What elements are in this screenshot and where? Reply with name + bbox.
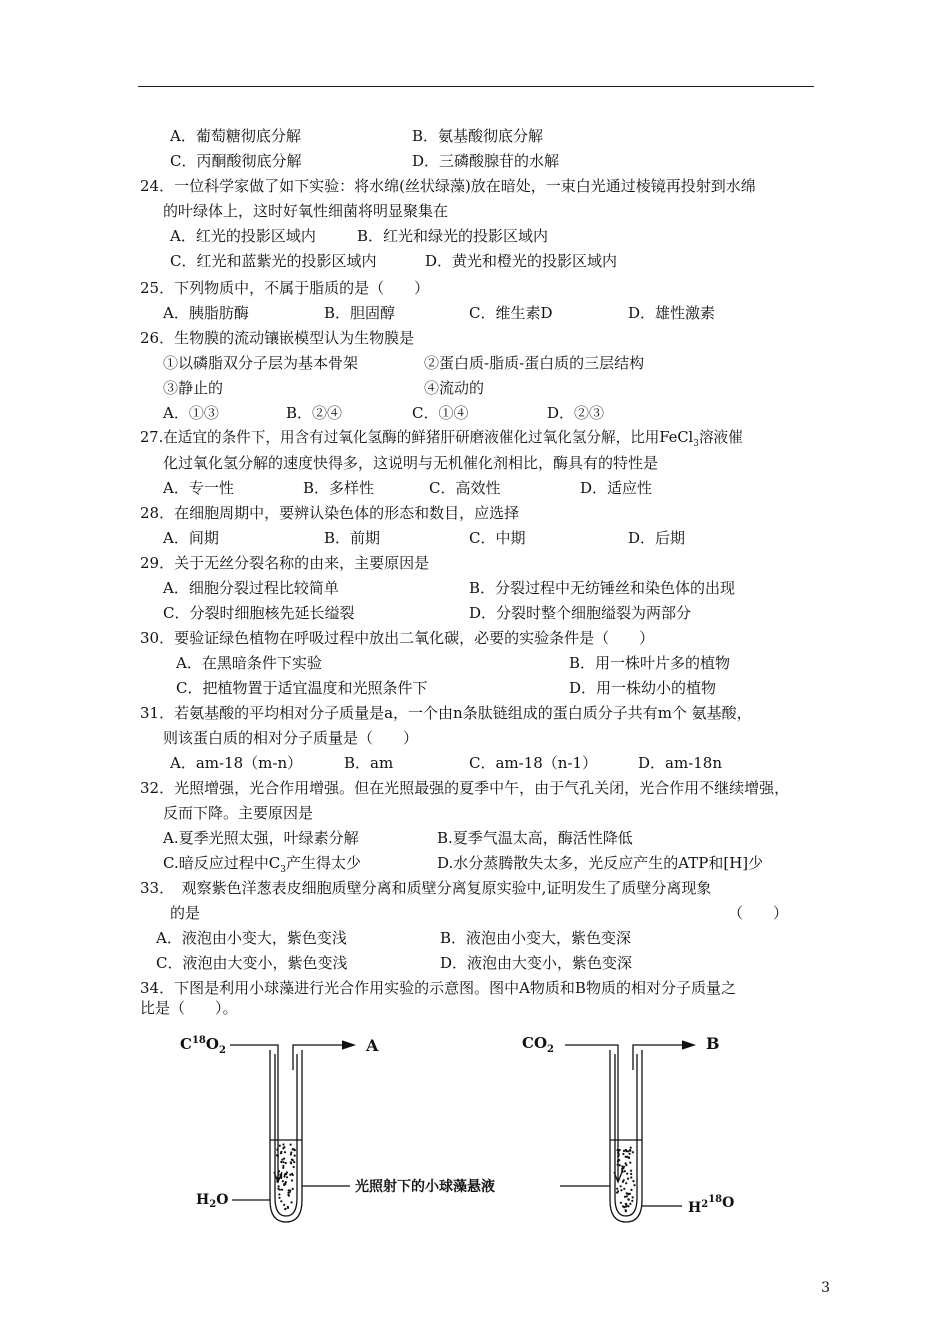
right-test-tube — [565, 1041, 694, 1222]
q30-option-d: D．用一株幼小的植物 — [569, 679, 717, 697]
algae-dot — [278, 1174, 280, 1176]
algae-dot — [285, 1162, 287, 1164]
algae-dot — [626, 1205, 628, 1207]
algae-dot — [294, 1155, 296, 1157]
algae-dot — [617, 1164, 619, 1166]
algae-dot — [629, 1153, 631, 1155]
q33-option-c: C．液泡由大变小，紫色变浅 — [156, 954, 348, 972]
q32-stem-line2: 反而下降。主要原因是 — [163, 804, 314, 822]
algae-dot — [620, 1202, 622, 1204]
q33-stem-line1: 33． 观察紫色洋葱表皮细胞质壁分离和质壁分离复原实验中,证明发生了质壁分离现象 — [140, 879, 712, 897]
algae-dot — [625, 1162, 627, 1164]
q32-stem-line1: 32．光照增强，光合作用增强。但在光照最强的夏季中午，由于气孔关闭，光合作用不继续增强， — [140, 779, 790, 797]
q26-option-d: D．②③ — [547, 404, 605, 422]
algae-dot — [627, 1178, 629, 1180]
algae-dot — [633, 1184, 635, 1186]
algae-dot — [626, 1195, 628, 1197]
algae-dot — [622, 1205, 624, 1207]
algae-dot — [623, 1150, 625, 1152]
algae-dot — [291, 1201, 293, 1203]
algae-dot — [629, 1203, 631, 1205]
algae-dot — [629, 1162, 631, 1164]
algae-dot — [629, 1149, 631, 1151]
q29-option-b: B．分裂过程中无纺锤丝和染色体的出现 — [469, 579, 736, 597]
algae-dot — [630, 1147, 632, 1149]
q34-stem-line1: 34．下图是利用小球藻进行光合作用实验的示意图。图中A物质和B物质的相对分子质量之 — [140, 979, 736, 997]
algae-dot — [292, 1188, 294, 1190]
header-rule — [138, 86, 814, 87]
algae-dot — [292, 1148, 294, 1150]
algae-dot — [290, 1144, 292, 1146]
q28-option-b: B．前期 — [324, 529, 381, 547]
algae-dot — [616, 1149, 618, 1151]
algae-dot — [289, 1174, 291, 1176]
algae-dot — [282, 1165, 284, 1167]
q29-stem: 29．关于无丝分裂名称的由来，主要原因是 — [140, 554, 430, 572]
algae-dot — [621, 1170, 623, 1172]
algae-dot — [626, 1173, 628, 1175]
q31-stem-line2: 则该蛋白质的相对分子质量是（ ） — [163, 729, 419, 747]
q27-option-c: C．高效性 — [429, 479, 501, 497]
algae-dot — [627, 1150, 629, 1152]
algae-dot — [630, 1189, 632, 1191]
algae-dot — [277, 1177, 279, 1179]
q31-option-d: D．am-18n — [638, 754, 723, 772]
algae-dot — [280, 1152, 282, 1154]
algae-dot — [631, 1200, 633, 1202]
algae-dot — [616, 1192, 618, 1194]
algae-dot — [630, 1173, 632, 1175]
q29-option-c: C．分裂时细胞核先延长缢裂 — [163, 604, 355, 622]
q23-option-c: C．丙酮酸彻底分解 — [170, 152, 302, 170]
q24-option-d: D．黄光和橙光的投影区域内 — [425, 252, 618, 270]
q31-option-a: A．am-18（m-n） — [170, 754, 303, 772]
algae-dot — [276, 1149, 278, 1151]
algae-dot — [283, 1204, 285, 1206]
algae-dot — [629, 1193, 631, 1195]
algae-dot — [279, 1189, 281, 1191]
q30-stem: 30．要验证绿色植物在呼吸过程中放出二氧化碳，必要的实验条件是（ ） — [140, 629, 655, 647]
algae-dot — [616, 1188, 618, 1190]
algae-dot — [625, 1210, 627, 1212]
q26-option-b: B．②④ — [286, 404, 343, 422]
q27-option-d: D．适应性 — [580, 479, 653, 497]
algae-dot — [280, 1177, 282, 1179]
algae-dot — [287, 1206, 289, 1208]
algae-dot — [280, 1200, 282, 1202]
algae-dot — [619, 1164, 621, 1166]
q24-option-c: C．红光和蓝紫光的投影区域内 — [170, 252, 377, 270]
q34-stem-line2: 比是（ ）。 — [140, 999, 238, 1017]
q32-option-b: B.夏季气温太高，酶活性降低 — [437, 829, 633, 847]
q28-stem: 28．在细胞周期中，要辨认染色体的形态和数目，应选择 — [140, 504, 520, 522]
algae-dot — [287, 1194, 289, 1196]
algae-dot — [618, 1153, 620, 1155]
q33-option-b: B．液泡由小变大，紫色变深 — [440, 929, 632, 947]
algae-experiment-figure — [170, 1030, 770, 1230]
algae-dot — [278, 1193, 280, 1195]
algae-dot — [280, 1161, 282, 1163]
algae-dot — [618, 1159, 620, 1161]
right-output-label: B — [706, 1034, 720, 1053]
q26-statement-3: ③静止的 — [163, 379, 224, 397]
q27-option-a: A．专一性 — [163, 479, 234, 497]
q30-option-a: A．在黑暗条件下实验 — [176, 654, 322, 672]
algae-dot — [276, 1154, 278, 1156]
algae-dot — [293, 1161, 295, 1163]
algae-dot — [282, 1161, 284, 1163]
algae-dot — [283, 1175, 285, 1177]
q24-stem-line1: 24．一位科学家做了如下实验：将水绵(丝状绿藻)放在暗处，一束白光通过棱镜再投射到水绵 — [140, 177, 756, 195]
q32-option-a: A.夏季光照太强，叶绿素分解 — [163, 829, 359, 847]
right-water-label: $H^{218}O$ — [688, 1194, 735, 1216]
algae-dot — [290, 1151, 292, 1153]
q24-stem-line2: 的叶绿体上，这时好氧性细菌将明显聚集在 — [163, 202, 449, 220]
algae-dot — [290, 1161, 292, 1163]
algae-dot — [621, 1168, 623, 1170]
q28-option-c: C．中期 — [469, 529, 526, 547]
q28-option-a: A．间期 — [163, 529, 219, 547]
algae-dot — [281, 1159, 283, 1161]
q25-option-a: A．胰脂肪酶 — [163, 304, 249, 322]
algae-dot — [292, 1174, 294, 1176]
algae-dot — [625, 1203, 627, 1205]
left-output-label: A — [366, 1036, 379, 1055]
q25-stem: 25．下列物质中，不属于脂质的是（ ） — [140, 279, 430, 297]
algae-dot — [623, 1188, 625, 1190]
center-label: 光照射下的小球藻悬液 — [355, 1179, 495, 1195]
q31-option-c: C．am-18（n-1） — [469, 754, 598, 772]
left-test-tube — [230, 1041, 354, 1222]
q31-stem-line1: 31．若氨基酸的平均相对分子质量是a，一个由n条肽链组成的蛋白质分子共有m个 氨基酸， — [140, 704, 752, 722]
algae-dot — [624, 1196, 626, 1198]
q26-statement-1: ①以磷脂双分子层为基本骨架 — [163, 354, 359, 372]
algae-dot — [279, 1145, 281, 1147]
algae-dot — [632, 1180, 634, 1182]
algae-dot — [282, 1147, 284, 1149]
q33-answer-paren: （ ） — [728, 904, 789, 922]
right-input-label: $CO_2$ — [522, 1034, 554, 1055]
q30-option-c: C．把植物置于适宜温度和光照条件下 — [176, 679, 428, 697]
algae-dot — [284, 1151, 286, 1153]
algae-dot — [627, 1198, 629, 1200]
algae-dot — [294, 1149, 296, 1151]
algae-dot — [626, 1192, 628, 1194]
q29-option-d: D．分裂时整个细胞缢裂为两部分 — [469, 604, 692, 622]
algae-dot — [632, 1196, 634, 1198]
left-input-label: $C^{18}O_2$ — [180, 1035, 226, 1056]
algae-dot — [627, 1156, 629, 1158]
q30-option-b: B．用一株叶片多的植物 — [569, 654, 731, 672]
algae-dot — [290, 1153, 292, 1155]
page-number: 3 — [821, 1280, 830, 1296]
q25-option-c: C．维生素D — [469, 304, 553, 322]
q26-statement-2: ②蛋白质-脂质-蛋白质的三层结构 — [424, 354, 645, 372]
algae-dot — [293, 1166, 295, 1168]
algae-dot — [624, 1170, 626, 1172]
algae-dot — [623, 1179, 625, 1181]
algae-dot — [287, 1192, 289, 1194]
q24-option-a: A．红光的投影区域内 — [170, 227, 316, 245]
algae-dot — [617, 1179, 619, 1181]
left-algae-dots — [276, 1143, 296, 1210]
q26-option-a: A．①③ — [163, 404, 219, 422]
algae-dot — [630, 1176, 632, 1178]
q28-option-d: D．后期 — [628, 529, 686, 547]
algae-dot — [284, 1174, 286, 1176]
q33-stem-line2: 的是 — [170, 904, 201, 922]
q27-stem-line2: 化过氧化氢分解的速度快得多，这说明与无机催化剂相比，酶具有的特性是 — [163, 454, 659, 472]
algae-dot — [630, 1170, 632, 1172]
q32-option-c: C.暗反应过程中$C_3$产生得太少 — [163, 854, 361, 875]
algae-dot — [282, 1180, 284, 1182]
algae-dot — [278, 1170, 280, 1172]
algae-dot — [282, 1143, 284, 1145]
q26-statement-4: ④流动的 — [424, 379, 485, 397]
algae-dot — [632, 1151, 634, 1153]
q24-option-b: B．红光和绿光的投影区域内 — [357, 227, 549, 245]
algae-dot — [282, 1167, 284, 1169]
algae-dot — [278, 1197, 280, 1199]
algae-dot — [278, 1185, 280, 1187]
q26-option-c: C．①④ — [412, 404, 469, 422]
algae-dot — [280, 1175, 282, 1177]
left-water-label: $H_2O$ — [196, 1192, 229, 1210]
algae-dot — [276, 1181, 278, 1183]
q23-option-b: B．氨基酸彻底分解 — [412, 127, 544, 145]
q25-option-b: B．胆固醇 — [324, 304, 396, 322]
algae-dot — [284, 1183, 286, 1185]
q31-option-b: B．am — [344, 754, 394, 772]
q29-option-a: A．细胞分裂过程比较简单 — [163, 579, 339, 597]
algae-dot — [281, 1189, 283, 1191]
algae-dot — [291, 1159, 293, 1161]
q26-stem: 26．生物膜的流动镶嵌模型认为生物膜是 — [140, 329, 415, 347]
algae-dot — [620, 1189, 622, 1191]
algae-dot — [291, 1179, 293, 1181]
algae-dot — [284, 1208, 286, 1210]
q27-stem-line1: 27.在适宜的条件下，用含有过氧化氢酶的鲜猪肝研磨液催化过氧化氢分解，比用FeCl$_3$溶液催 — [140, 429, 743, 449]
algae-dot — [620, 1185, 622, 1187]
q32-option-d: D.水分蒸腾散失太多，光反应产生的ATP和[H]少 — [437, 854, 764, 872]
algae-dot — [622, 1153, 624, 1155]
algae-dot — [286, 1176, 288, 1178]
q23-option-d: D．三磷酸腺苷的水解 — [412, 152, 560, 170]
algae-dot — [625, 1182, 627, 1184]
q33-option-a: A．液泡由小变大，紫色变浅 — [156, 929, 347, 947]
q23-option-a: A．葡萄糖彻底分解 — [170, 127, 301, 145]
q33-option-d: D．液泡由大变小，紫色变深 — [440, 954, 633, 972]
q27-option-b: B．多样性 — [303, 479, 375, 497]
q25-option-d: D．雄性激素 — [628, 304, 716, 322]
